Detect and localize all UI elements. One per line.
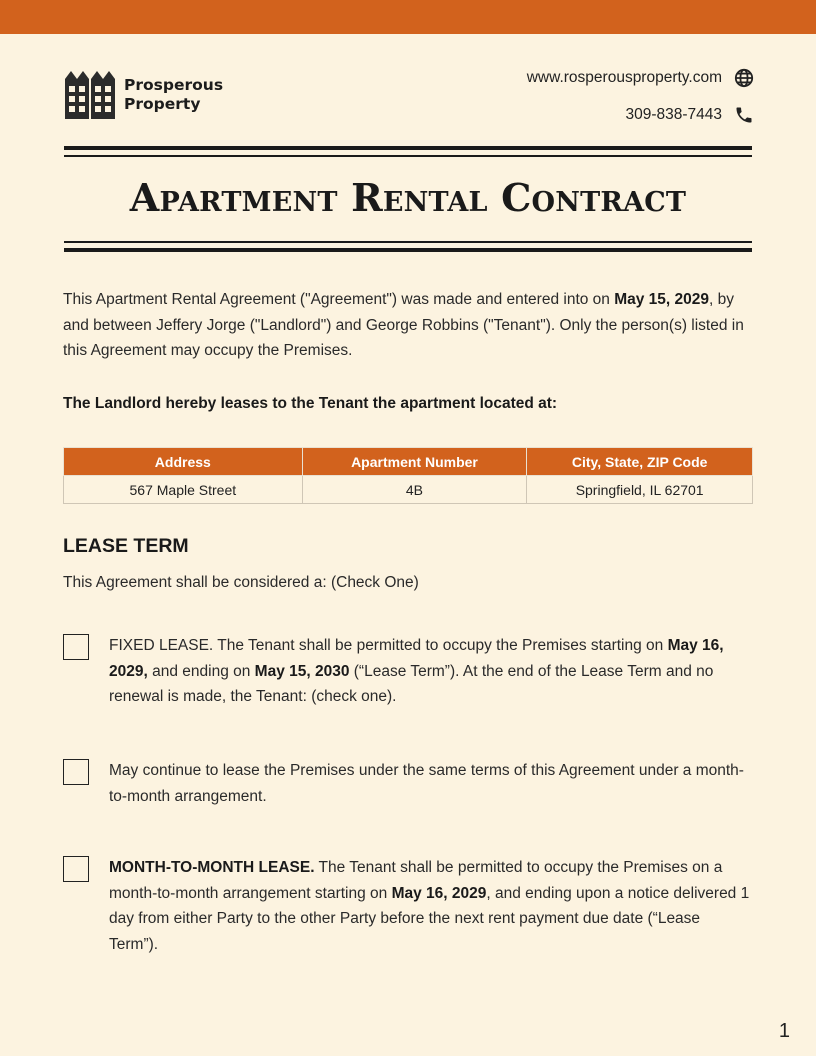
header-address: Address bbox=[64, 448, 303, 476]
cell-city-state-zip: Springfield, IL 62701 bbox=[527, 476, 753, 504]
month-to-month-checkbox[interactable] bbox=[63, 856, 89, 882]
month-to-month-start: May 16, 2029 bbox=[391, 884, 487, 902]
intro-paragraph bbox=[63, 287, 753, 364]
document-title: Apartment Rental Contract bbox=[129, 175, 687, 220]
leases-statement: The Landlord hereby leases to the Tenant the apartment located at: bbox=[63, 395, 558, 412]
fixed-lease-text bbox=[109, 633, 753, 710]
table-row bbox=[64, 476, 753, 504]
phone-text[interactable]: 309-838-7443 bbox=[625, 106, 722, 123]
intro-text-2: , by and between Jeffery Jorge ("Landlord") and George Robbins ("Tenant"). Only the person(s) listed in this Agreement may occupy the Premises. bbox=[63, 291, 744, 359]
fixed-lease-text-2: and ending on bbox=[147, 662, 255, 680]
month-to-month-text-2: , and ending upon a notice delivered 1 day from either Party to the other Party before the next rent payment due date (“Lease Term”). bbox=[109, 884, 750, 953]
agreement-date: May 15, 2029 bbox=[614, 291, 710, 308]
contact-website bbox=[527, 68, 754, 88]
brand-name bbox=[124, 76, 223, 114]
title-rule-top-thick bbox=[64, 146, 752, 150]
address-table-header bbox=[64, 448, 753, 476]
title-rule-bottom-thick bbox=[64, 248, 752, 252]
month-to-month-text bbox=[109, 855, 753, 957]
buildings-icon bbox=[65, 71, 117, 119]
fixed-lease-checkbox[interactable] bbox=[63, 634, 89, 660]
continue-lease-text: May continue to lease the Premises under the same terms of this Agreement under a month-to-month arrangement. bbox=[109, 762, 744, 805]
header-apartment-number: Apartment Number bbox=[302, 448, 527, 476]
phone-icon bbox=[734, 105, 754, 125]
continue-lease-checkbox[interactable] bbox=[63, 759, 89, 785]
month-to-month-label: MONTH-TO-MONTH LEASE. bbox=[109, 859, 315, 876]
cell-address: 567 Maple Street bbox=[64, 476, 303, 504]
intro-text-1: This Apartment Rental Agreement ("Agreement") was made and entered into on bbox=[63, 291, 615, 308]
lease-term-heading: LEASE TERM bbox=[63, 535, 189, 557]
brand-line-1: Prosperous bbox=[124, 76, 224, 94]
globe-icon bbox=[734, 68, 754, 88]
page-number: 1 bbox=[778, 1020, 790, 1042]
address-table bbox=[63, 447, 753, 504]
contact-phone bbox=[625, 105, 754, 125]
month-to-month-text-1: The Tenant shall be permitted to occupy the Premises on a month-to-month arrangement starting on bbox=[109, 859, 723, 902]
fixed-lease-end: May 15, 2030 bbox=[254, 662, 350, 680]
fixed-lease-text-1: FIXED LEASE. The Tenant shall be permitted to occupy the Premises starting on bbox=[109, 637, 668, 654]
fixed-lease-text-3: (“Lease Term”). At the end of the Lease Term and no renewal is made, the Tenant: (check one). bbox=[109, 662, 714, 705]
lease-term-instruction: This Agreement shall be considered a: (Check One) bbox=[63, 574, 419, 591]
website-text[interactable]: www.rosperousproperty.com bbox=[526, 69, 722, 86]
fixed-lease-start: May 16, 2029, bbox=[109, 637, 724, 680]
header-city-state-zip: City, State, ZIP Code bbox=[527, 448, 753, 476]
top-accent-bar bbox=[0, 0, 816, 34]
brand-line-2: Property bbox=[124, 95, 201, 113]
title-rule-bottom-thin bbox=[64, 241, 752, 243]
brand-logo bbox=[65, 71, 223, 119]
title-rule-top-thin bbox=[64, 155, 752, 157]
cell-apartment-number: 4B bbox=[302, 476, 527, 504]
